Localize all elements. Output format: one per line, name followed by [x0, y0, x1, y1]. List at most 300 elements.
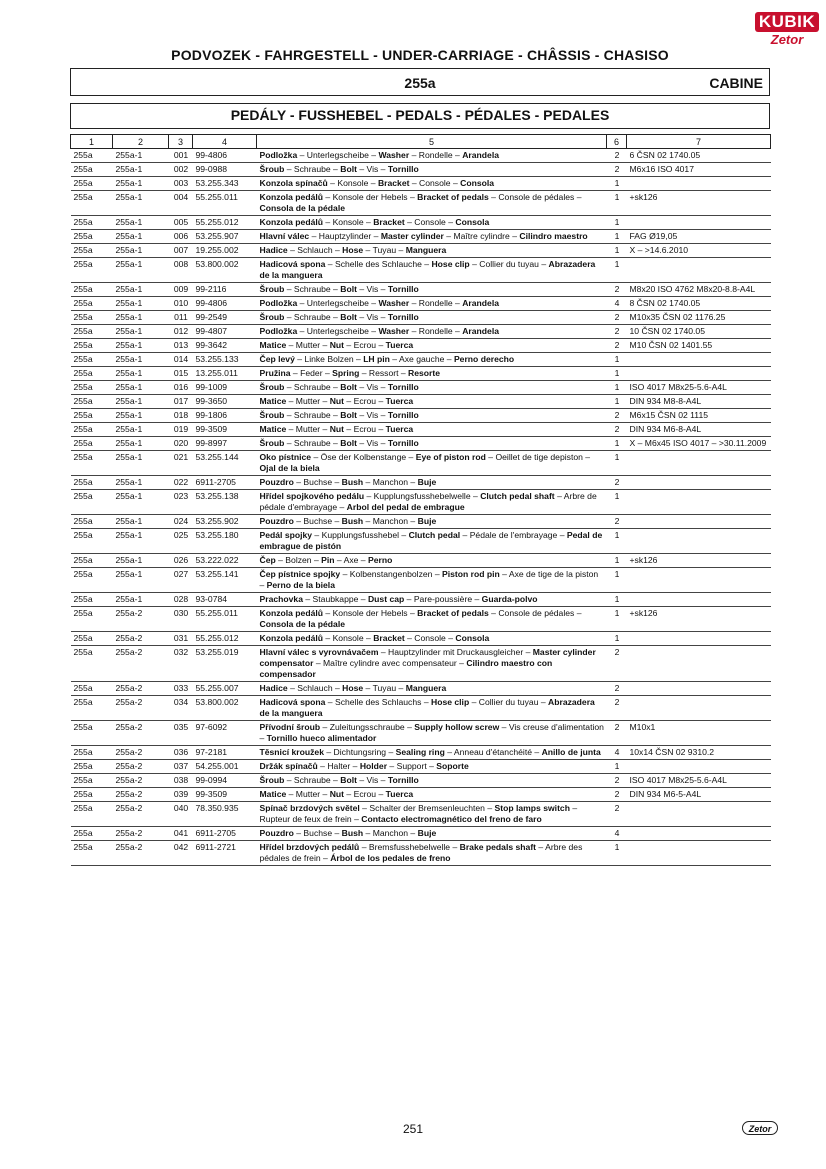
cell-group-text: 255a	[73, 683, 93, 693]
cell-position	[169, 191, 193, 216]
cell-group	[71, 451, 113, 476]
desc-es: Manguera	[405, 683, 447, 693]
desc-es: Tornillo	[387, 284, 419, 294]
cell-group	[71, 283, 113, 297]
cell-note	[627, 682, 771, 696]
desc-es: Manguera	[405, 245, 447, 255]
cell-quantity	[607, 244, 627, 258]
cell-group-text: 255a	[73, 382, 93, 392]
table-row	[71, 437, 771, 451]
cell-figure	[113, 568, 169, 593]
cell-group	[71, 632, 113, 646]
cell-quantity	[607, 646, 627, 682]
cell-quantity-text: 2	[614, 150, 620, 160]
cell-position	[169, 646, 193, 682]
table-row	[71, 682, 771, 696]
desc-cz: Čep levý	[259, 354, 295, 364]
cell-quantity-text: 2	[614, 697, 620, 707]
cell-note-text: M6x16 ISO 4017	[629, 164, 694, 174]
cell-note-text: ISO 4017 M8x25-5.6-A4L	[629, 775, 727, 785]
desc-de: – Kupplungsfusshebel –	[312, 530, 409, 540]
cell-position	[169, 423, 193, 437]
cell-figure	[113, 216, 169, 230]
cell-part-number-text: 13.255.011	[195, 368, 238, 378]
cell-part-number-text: 55.255.011	[195, 608, 238, 618]
cell-group	[71, 216, 113, 230]
cell-part-number-text: 6911-2705	[195, 828, 236, 838]
desc-fr: – Ecrou –	[344, 396, 386, 406]
cell-quantity-text: 2	[614, 803, 620, 813]
cell-group-text: 255a	[73, 424, 93, 434]
cell-group	[71, 746, 113, 760]
cell-quantity-text: 2	[614, 410, 620, 420]
cell-figure	[113, 191, 169, 216]
cell-note-text: 10 ČSN 02 1740.05	[629, 326, 705, 336]
cell-group	[71, 423, 113, 437]
table-row	[71, 395, 771, 409]
cell-group	[71, 409, 113, 423]
cell-group-text: 255a	[73, 633, 93, 643]
cell-position-text: 036	[173, 747, 189, 757]
desc-fr: – Anneau d'étanchéité –	[444, 747, 542, 757]
cell-group	[71, 381, 113, 395]
table-row	[71, 568, 771, 593]
cell-position-text: 033	[173, 683, 189, 693]
cell-group	[71, 244, 113, 258]
desc-de: – Schelle des Schlauche –	[325, 259, 432, 269]
desc-en: Bracket of pedals	[417, 608, 489, 618]
cell-position-text: 024	[173, 516, 189, 526]
cell-note-text: 10x14 ČSN 02 9310.2	[629, 747, 715, 757]
cell-position-text: 004	[173, 192, 189, 202]
desc-en: Stop lamps switch	[494, 803, 570, 813]
desc-cz: Hadice	[259, 245, 288, 255]
cell-quantity-text: 1	[614, 245, 620, 255]
section-header-box	[70, 103, 770, 129]
table-row	[71, 554, 771, 568]
cell-part-number-text: 99-2549	[195, 312, 228, 322]
desc-de: – Mutter –	[286, 789, 330, 799]
cell-position-text: 023	[173, 491, 189, 501]
cell-quantity	[607, 258, 627, 283]
cell-quantity	[607, 367, 627, 381]
table-row	[71, 325, 771, 339]
cell-group-text: 255a	[73, 842, 93, 852]
kubik-logo-text: KUBIK	[755, 12, 819, 32]
cell-position-text: 020	[173, 438, 189, 448]
desc-de: – Kolbenstangenbolzen –	[340, 569, 442, 579]
cell-group-text: 255a	[73, 354, 93, 364]
cell-group	[71, 568, 113, 593]
cell-note	[627, 827, 771, 841]
cell-quantity	[607, 297, 627, 311]
cell-position	[169, 515, 193, 529]
desc-en: Clutch pedal	[408, 530, 461, 540]
desc-es: Consola	[455, 217, 490, 227]
cell-figure	[113, 177, 169, 191]
cell-part-number	[193, 721, 257, 746]
desc-cz: Čep	[259, 555, 276, 565]
cell-quantity	[607, 632, 627, 646]
desc-es: Cilindro maestro	[519, 231, 588, 241]
desc-de: – Konsole der Hebels –	[323, 192, 418, 202]
cell-quantity-text: 1	[614, 231, 620, 241]
cell-note	[627, 311, 771, 325]
cell-group	[71, 490, 113, 515]
desc-es: Consola de la pédale	[259, 619, 345, 629]
cell-quantity	[607, 841, 627, 866]
table-row	[71, 774, 771, 788]
cell-group	[71, 827, 113, 841]
desc-en: Spring	[332, 368, 360, 378]
cell-figure-text: 255a-1	[115, 424, 143, 434]
desc-en: Eye of piston rod	[415, 452, 486, 462]
cell-figure	[113, 258, 169, 283]
cell-note	[627, 149, 771, 163]
col-header-1: 1	[71, 135, 113, 149]
desc-fr: – Console –	[404, 217, 456, 227]
table-row	[71, 258, 771, 283]
cell-position	[169, 395, 193, 409]
cell-part-number	[193, 746, 257, 760]
cell-part-number	[193, 841, 257, 866]
cell-figure	[113, 802, 169, 827]
cell-part-number-text: 53.255.141	[195, 569, 239, 579]
cell-part-number	[193, 283, 257, 297]
cell-position-text: 012	[173, 326, 189, 336]
cell-position-text: 007	[173, 245, 189, 255]
desc-de: – Schraube –	[284, 438, 341, 448]
cell-group	[71, 230, 113, 244]
cell-note	[627, 325, 771, 339]
cell-position-text: 010	[173, 298, 189, 308]
cell-figure-text: 255a-1	[115, 217, 143, 227]
cell-position-text: 041	[173, 828, 189, 838]
desc-cz: Konzola pedálů	[259, 192, 324, 202]
cell-part-number	[193, 593, 257, 607]
cell-position	[169, 339, 193, 353]
desc-es: Tornillo	[387, 438, 419, 448]
desc-es: Tuerca	[385, 424, 414, 434]
cell-quantity-text: 1	[614, 452, 620, 462]
cell-position	[169, 490, 193, 515]
cell-figure	[113, 774, 169, 788]
desc-de: – Schlauch –	[287, 245, 343, 255]
cell-position	[169, 258, 193, 283]
cell-position-text: 003	[173, 178, 189, 188]
cell-quantity	[607, 827, 627, 841]
desc-fr: – Rondelle –	[409, 298, 463, 308]
cell-group	[71, 297, 113, 311]
desc-de: – Feder –	[290, 368, 333, 378]
cell-position	[169, 746, 193, 760]
desc-de: – Zuleitungsschraube –	[320, 722, 415, 732]
cell-part-number-text: 53.255.902	[195, 516, 239, 526]
desc-en: Supply hollow screw	[414, 722, 500, 732]
cell-note-text: X – >14.6.2010	[629, 245, 689, 255]
cell-group	[71, 325, 113, 339]
desc-cz: Hlavní válec	[259, 231, 310, 241]
cell-quantity	[607, 721, 627, 746]
desc-de: – Hauptzylinder –	[309, 231, 381, 241]
desc-en: Dust cap	[367, 594, 405, 604]
desc-en: Nut	[329, 789, 345, 799]
cell-description	[257, 529, 607, 554]
desc-es: Perno de la biela	[266, 580, 335, 590]
cell-quantity-text: 1	[614, 259, 620, 269]
desc-en: Holder	[359, 761, 388, 771]
desc-en: Master cylinder compensator	[259, 647, 596, 668]
cell-description	[257, 607, 607, 632]
desc-en: Bracket	[377, 178, 410, 188]
cell-part-number	[193, 802, 257, 827]
cell-part-number-text: 55.255.011	[195, 192, 238, 202]
cell-group-text: 255a	[73, 259, 93, 269]
section-title: PEDÁLY - FUSSHEBEL - PEDALS - PÉDALES - PEDALES	[230, 107, 610, 123]
desc-de: – Unterlegscheibe –	[297, 150, 379, 160]
desc-es: Buje	[417, 516, 437, 526]
desc-en: Bush	[341, 477, 364, 487]
desc-de: – Unterlegscheibe –	[297, 326, 379, 336]
table-row	[71, 381, 771, 395]
desc-cz: Hřídel spojkového pedálu	[259, 491, 365, 501]
cell-figure-text: 255a-1	[115, 438, 143, 448]
cell-part-number	[193, 476, 257, 490]
cell-group	[71, 191, 113, 216]
desc-cz: Spínač brzdových světel	[259, 803, 360, 813]
desc-en: Washer	[378, 326, 410, 336]
table-row	[71, 353, 771, 367]
col-header-6: 6	[607, 135, 627, 149]
cell-part-number-text: 93-0784	[195, 594, 228, 604]
cell-quantity-text: 2	[614, 722, 620, 732]
cell-description	[257, 163, 607, 177]
cell-note	[627, 788, 771, 802]
desc-de: – Konsole der Hebels –	[323, 608, 418, 618]
cell-position	[169, 244, 193, 258]
desc-cz: Šroub	[259, 438, 285, 448]
cell-group-text: 255a	[73, 803, 93, 813]
table-row	[71, 841, 771, 866]
desc-fr: – Vis –	[356, 312, 388, 322]
desc-es: Pedal de embrague de pistón	[259, 530, 603, 551]
cell-note	[627, 721, 771, 746]
cell-description	[257, 802, 607, 827]
desc-en: Washer	[378, 150, 410, 160]
cell-figure-text: 255a-1	[115, 245, 143, 255]
cell-note	[627, 395, 771, 409]
cell-quantity-text: 2	[614, 284, 620, 294]
cell-figure	[113, 163, 169, 177]
cell-position	[169, 774, 193, 788]
cell-group	[71, 774, 113, 788]
desc-de: – Mutter –	[286, 424, 330, 434]
cell-figure-text: 255a-1	[115, 477, 143, 487]
cell-figure-text: 255a-2	[115, 683, 143, 693]
cell-position-text: 019	[173, 424, 189, 434]
cell-description	[257, 632, 607, 646]
cell-figure-text: 255a-1	[115, 312, 143, 322]
cell-note	[627, 230, 771, 244]
cell-quantity-text: 2	[614, 775, 620, 785]
cell-quantity	[607, 177, 627, 191]
cell-quantity	[607, 163, 627, 177]
col-header-5: 5	[257, 135, 607, 149]
desc-de: – Schraube –	[284, 775, 341, 785]
cell-figure-text: 255a-1	[115, 516, 143, 526]
cell-quantity-text: 1	[614, 491, 620, 501]
cell-description	[257, 774, 607, 788]
cell-position	[169, 696, 193, 721]
cell-description	[257, 191, 607, 216]
cell-position-text: 005	[173, 217, 189, 227]
cell-figure	[113, 395, 169, 409]
desc-fr: – Pare-poussière –	[404, 594, 482, 604]
cell-description	[257, 216, 607, 230]
cell-group-text: 255a	[73, 368, 93, 378]
cell-description	[257, 451, 607, 476]
cell-part-number-text: 55.255.012	[195, 633, 239, 643]
cell-note	[627, 339, 771, 353]
desc-fr: – Vis –	[356, 284, 388, 294]
desc-cz: Podložka	[259, 298, 298, 308]
cell-note	[627, 476, 771, 490]
desc-de: – Konsole –	[323, 217, 374, 227]
desc-es: Ojal de la biela	[259, 463, 320, 473]
cell-quantity	[607, 191, 627, 216]
desc-en: Bracket	[373, 217, 405, 227]
cell-note-text: DIN 934 M6-8-A4L	[629, 424, 702, 434]
table-row	[71, 149, 771, 163]
desc-de: – Dichtungsring –	[323, 747, 396, 757]
cell-note-text: M10x1	[629, 722, 656, 732]
cell-part-number-text: 53.255.144	[195, 452, 239, 462]
cell-quantity	[607, 395, 627, 409]
col-header-2: 2	[113, 135, 169, 149]
cell-quantity	[607, 149, 627, 163]
desc-cz: Podložka	[259, 326, 298, 336]
desc-cz: Matice	[259, 340, 287, 350]
cell-part-number-text: 99-0988	[195, 164, 228, 174]
desc-cz: Šroub	[259, 284, 285, 294]
cell-part-number	[193, 529, 257, 554]
cell-position	[169, 381, 193, 395]
cell-part-number	[193, 515, 257, 529]
desc-cz: Držák spínačů	[259, 761, 318, 771]
cell-group	[71, 353, 113, 367]
cell-position	[169, 325, 193, 339]
table-row	[71, 529, 771, 554]
cell-group-text: 255a	[73, 312, 93, 322]
cell-position	[169, 682, 193, 696]
cell-quantity-text: 1	[614, 354, 620, 364]
desc-fr: – Ecrou –	[344, 424, 386, 434]
desc-fr: – Collier du tuyau –	[469, 259, 549, 269]
cell-quantity	[607, 760, 627, 774]
desc-en: Hose	[342, 683, 364, 693]
cell-quantity-text: 1	[614, 368, 620, 378]
table-row	[71, 607, 771, 632]
desc-es: Consola	[455, 633, 490, 643]
cell-note-text: DIN 934 M6-5-A4L	[629, 789, 702, 799]
desc-cz: Pouzdro	[259, 516, 294, 526]
cell-part-number	[193, 490, 257, 515]
desc-de: – Schraube –	[284, 382, 341, 392]
desc-es: Tornillo	[387, 382, 419, 392]
cell-note	[627, 216, 771, 230]
cell-part-number-text: 99-3509	[195, 789, 228, 799]
desc-en: Bolt	[340, 438, 357, 448]
desc-en: Master cylinder	[380, 231, 444, 241]
desc-cz: Těsnicí kroužek	[259, 747, 324, 757]
col-header-4: 4	[193, 135, 257, 149]
desc-fr: – Arbre de pédale d'embrayage –	[259, 491, 597, 512]
cell-group-text: 255a	[73, 747, 93, 757]
cell-group-text: 255a	[73, 516, 93, 526]
cell-quantity	[607, 554, 627, 568]
cell-figure	[113, 841, 169, 866]
cell-figure	[113, 297, 169, 311]
cell-quantity	[607, 568, 627, 593]
desc-es: Abrazadera de la manguera	[259, 697, 595, 718]
desc-fr: – Maître cylindre –	[443, 231, 520, 241]
zetor-logo-text: Zetor	[770, 32, 804, 47]
desc-en: Sealing ring	[395, 747, 445, 757]
cell-part-number	[193, 607, 257, 632]
cell-quantity-text: 2	[614, 789, 620, 799]
cell-figure-text: 255a-1	[115, 555, 143, 565]
cell-part-number-text: 53.255.907	[195, 231, 239, 241]
desc-en: Bolt	[340, 284, 357, 294]
cell-note	[627, 529, 771, 554]
desc-en: Nut	[329, 340, 345, 350]
cell-figure-text: 255a-2	[115, 633, 143, 643]
footer-zetor-logo: Zetor	[742, 1121, 778, 1135]
cell-group	[71, 788, 113, 802]
cell-position	[169, 529, 193, 554]
desc-en: Bolt	[340, 410, 357, 420]
cell-note-text: M10 ČSN 02 1401.55	[629, 340, 713, 350]
cell-note	[627, 696, 771, 721]
cell-part-number-text: 55.255.007	[195, 683, 239, 693]
cell-group-text: 255a	[73, 340, 93, 350]
cell-group-text: 255a	[73, 828, 93, 838]
cell-quantity-text: 1	[614, 569, 620, 579]
desc-es: Cilindro maestro con compensador	[259, 658, 553, 679]
cell-group-text: 255a	[73, 396, 93, 406]
cell-group	[71, 841, 113, 866]
cell-figure-text: 255a-1	[115, 382, 143, 392]
group-header-box	[70, 68, 770, 96]
table-row	[71, 163, 771, 177]
cell-figure-text: 255a-2	[115, 608, 143, 618]
desc-en: Bolt	[340, 382, 357, 392]
group-name: CABINE	[709, 75, 763, 91]
desc-en: Bush	[341, 516, 364, 526]
cell-quantity-text: 1	[614, 608, 620, 618]
cell-figure	[113, 339, 169, 353]
desc-es: Árbol de los pedales de freno	[330, 853, 451, 863]
desc-de: – Öse der Kolbenstange –	[311, 452, 416, 462]
cell-note	[627, 607, 771, 632]
cell-group	[71, 802, 113, 827]
cell-group	[71, 311, 113, 325]
cell-quantity	[607, 682, 627, 696]
cell-part-number-text: 53.800.002	[195, 259, 239, 269]
cell-part-number	[193, 437, 257, 451]
cell-position	[169, 409, 193, 423]
cell-group-text: 255a	[73, 164, 93, 174]
